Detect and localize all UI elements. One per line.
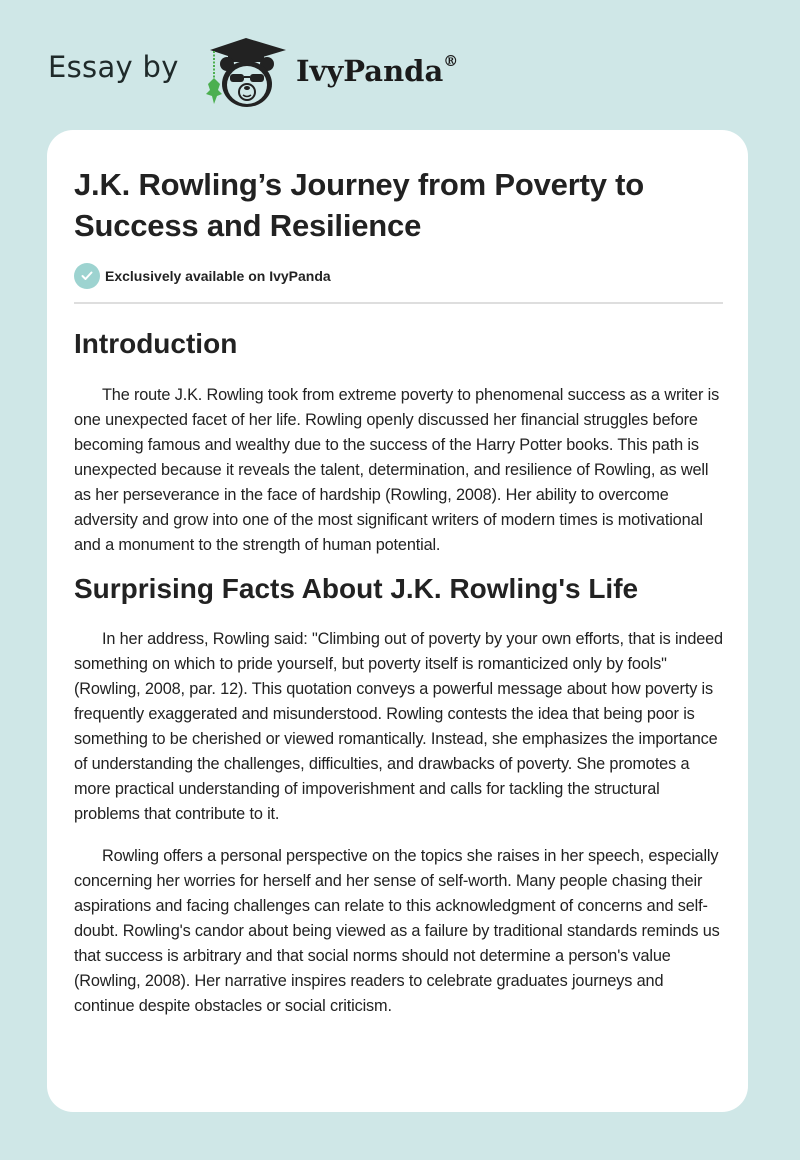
paragraph: The route J.K. Rowling took from extreme poverty to phenomenal success as a writer is one unexpected facet of her life. Rowling openly discussed her financial struggles before becoming famous and wealthy due to the success of the Harry Potter books. This path is unexpected because it reveals the talent, determination, and resilience of Rowling, as well as her perseverance in the face of hardship (Rowling, 2008). Her ability to overcome adversity and grow into one of the most significant writers of modern times is motivational and a monument to the strength of human potential.	[74, 386, 720, 554]
brand-name[interactable]: IvyPanda®	[296, 52, 459, 88]
essay-card	[47, 130, 748, 1112]
paragraph: In her address, Rowling said: "Climbing out of poverty by your own efforts, that is indeed something on which to pride yourself, but poverty itself is romanticized only by fools" (Rowling, 2008, par. 12). This quotation conveys a powerful message about how poverty is frequently exaggerated and misunderstood. Rowling contests the idea that being poor is something to be cherished or viewed romantically. Instead, she emphasizes the importance of understanding the challenges, difficulties, and drawbacks of poverty. She promotes a more practical understanding of impoverishment and calls for tackling the structural problems that contribute to it.	[74, 630, 723, 823]
paragraph: Rowling offers a personal perspective on the topics she raises in her speech, especially concerning her worries for herself and her sense of self-worth. Many people chasing their aspirations and facing challenges can relate to this acknowledgment of concerns and self-doubt. Rowling's candor about being viewed as a failure by traditional standards reminds us that success is arbitrary and that social norms should not determine a person's value (Rowling, 2008). Her narrative inspires readers to celebrate graduates journeys and continue despite obstacles or social criticism.	[74, 847, 720, 1015]
section-heading-introduction: Introduction	[74, 328, 238, 359]
essay-body	[74, 322, 724, 1019]
essay-title: J.K. Rowling’s Journey from Poverty to Success and Resilience	[74, 167, 645, 243]
section-heading-surprising-facts: Surprising Facts About J.K. Rowling's Life	[74, 573, 639, 604]
exclusive-badge	[74, 263, 331, 289]
divider	[74, 302, 723, 304]
panda-logo-icon[interactable]	[200, 34, 292, 110]
exclusive-label: Exclusively available on IvyPanda	[105, 268, 331, 284]
registered-mark: ®	[443, 52, 459, 71]
essay-by-label: Essay by	[48, 50, 179, 84]
site-header	[0, 0, 800, 130]
check-circle-icon	[74, 263, 100, 289]
